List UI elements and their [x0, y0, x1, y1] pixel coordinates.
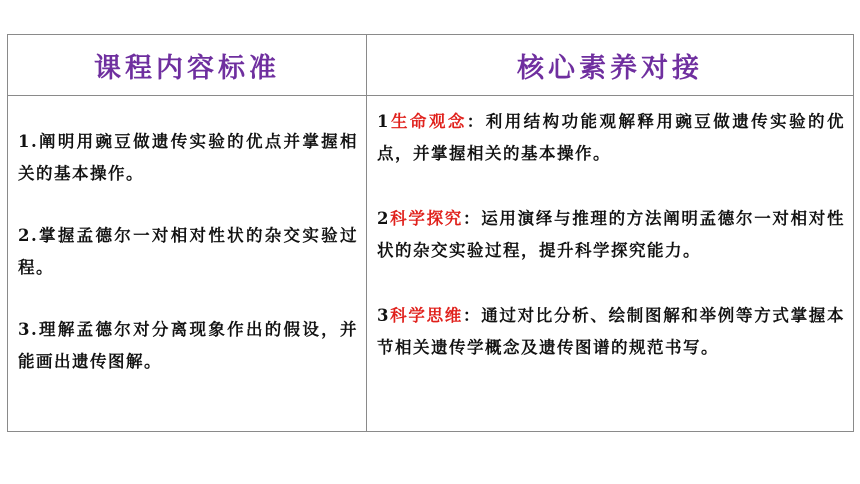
- header-core-competencies: 核心素养对接: [367, 35, 854, 96]
- competency-item-1: [377, 106, 845, 170]
- competency-keyword: 生命观念: [389, 112, 467, 131]
- header-curriculum-standards: 课程内容标准: [8, 35, 367, 96]
- table-header-row: [8, 35, 854, 96]
- competency-keyword: 科学探究: [389, 209, 463, 228]
- competency-number: 2: [377, 209, 390, 228]
- standard-item-1: 1.阐明用豌豆做遗传实验的优点并掌握相关的基本操作。: [18, 132, 358, 183]
- competency-item-2: [377, 203, 845, 267]
- competency-text: ：利用结构功能观解释用豌豆做遗传实验的优点，并掌握相关的基本操作。: [377, 112, 846, 163]
- curriculum-standards-cell: [8, 96, 367, 432]
- core-competencies-cell: [367, 96, 854, 432]
- competency-text: ：运用演绎与推理的方法阐明孟德尔一对相对性状的杂交实验过程，提升科学探究能力。: [377, 209, 846, 260]
- standard-item-3: 3.理解孟德尔对分离现象作出的假设，并能画出遗传图解。: [18, 320, 358, 371]
- standard-item-2: 2.掌握孟德尔一对相对性状的杂交实验过程。: [18, 226, 358, 277]
- table-body-row: [8, 96, 854, 432]
- competency-number: 3: [377, 306, 390, 325]
- competency-number: 1: [377, 112, 390, 131]
- competency-keyword: 科学思维: [389, 306, 463, 325]
- competency-item-3: [377, 300, 845, 364]
- standards-table: [7, 34, 854, 432]
- competency-text: ：通过对比分析、绘制图解和举例等方式掌握本节相关遗传学概念及遗传图谱的规范书写。: [377, 306, 846, 357]
